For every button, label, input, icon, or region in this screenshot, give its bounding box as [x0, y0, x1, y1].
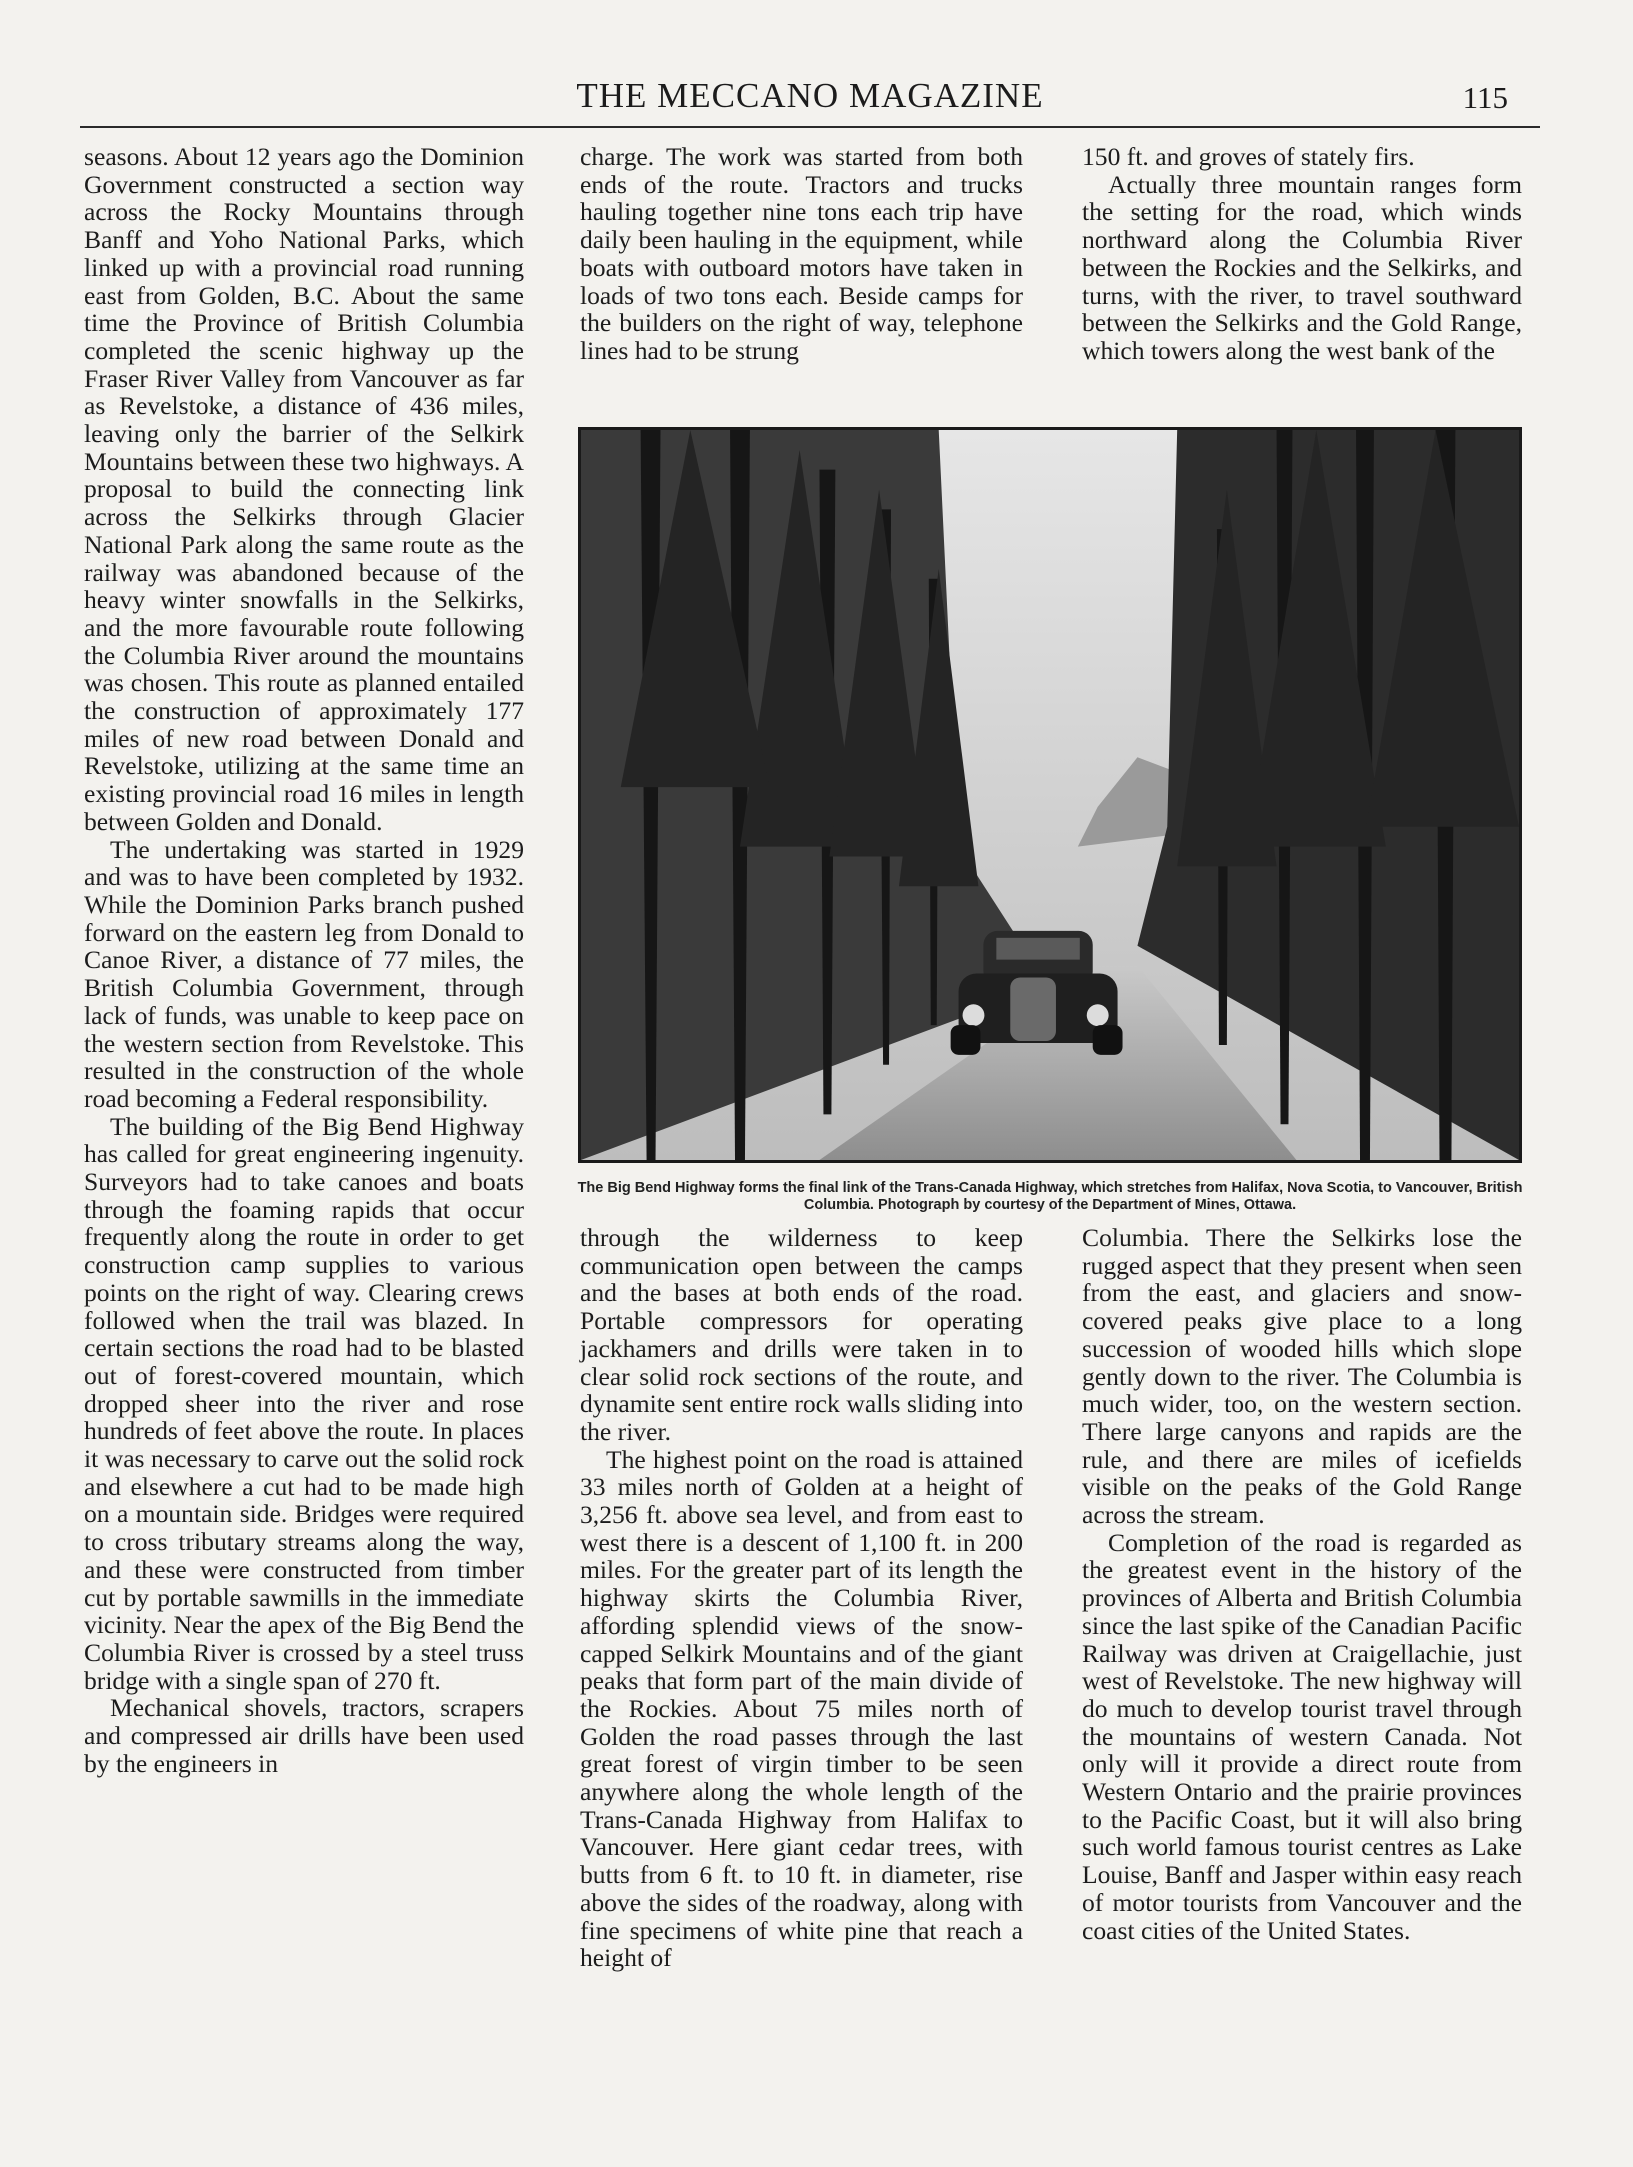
paragraph: Mechanical shovels, tractors, scrapers and compressed air drills have been used by the engineers in — [84, 1693, 524, 1778]
paragraph: The building of the Big Bend Highway has called for great engineering ingenuity. Surveyors had to take canoes and boats through the foaming rapids that occur frequently along the route in order to get construction camp supplies to various points on the right of way. Clearing crews followed when the trail was blazed. In certain sections the road had to be blasted out of forest-covered mountain, which dropped sheer into the river and rose hundreds of feet above the route. In places it was necessary to carve out the solid rock and elsewhere a cut had to be made high on a mountain side. Bridges were required to cross tributary streams along the way, and these were constructed from timber cut by portable sawmills in the immediate vicinity. Near the apex of the Big Bend the Columbia River is crossed by a steel truss bridge with a single span of 270 ft. — [84, 1111, 524, 1695]
paragraph: seasons. About 12 years ago the Dominion Government constructed a section way across the Rocky Mountains through Banff and Yoho National Parks, which linked up with a provincial road running east from Golden, B.C. About the same time the Province of British Columbia completed the scenic highway up the Fraser River Valley from Vancouver as far as Revelstoke, a distance of 436 miles, leaving only the barrier of the Selkirk Mountains between these two highways. A proposal to build the connecting link across the Selkirks through Glacier National Park along the same route as the railway was abandoned because of the heavy winter snowfalls in the Selkirks, and the more favourable route following the Columbia River around the mountains was chosen. This route as planned entailed the construction of approximately 177 miles of new road between Donald and Revelstoke, utilizing at the same time an existing provincial road 16 miles in length between Golden and Donald. — [84, 142, 524, 836]
page-number: 115 — [1462, 80, 1508, 115]
paragraph: through the wilderness to keep communication open between the camps and the bases at both ends of the road. Portable compressors for operating jackhamers and drills were taken in to clear solid rock sections of the route, and dynamite sent entire rock walls sliding into the river. — [580, 1223, 1023, 1446]
forest-road-photo — [581, 430, 1519, 1160]
paragraph: The highest point on the road is attained 33 miles north of Golden at a height of 3,256 ft. above sea level, and from east to west there is a descent of 1,100 ft. in 200 miles. For the greater part of its length the highway skirts the Columbia River, affording splendid views of the snow-capped Selkirk Mountains and of the giant peaks that form part of the main divide of the Rockies. About 75 miles north of Golden the road passes through the last great forest of virgin timber to be seen anywhere along the whole length of the Trans-Canada Highway from Halifax to Vancouver. Here giant cedar trees, with butts from 6 ft. to 10 ft. in diameter, rise above the sides of the roadway, along with fine specimens of white pine that reach a height of — [580, 1444, 1023, 1973]
text-column-3-top — [1082, 143, 1522, 365]
paragraph: The undertaking was started in 1929 and was to have been completed by 1932. While the Dominion Parks branch pushed forward on the eastern leg from Donald to Canoe River, a distance of 77 miles, the British Columbia Government, through lack of funds, was unable to keep pace on the western section from Revelstoke. This resulted in the construction of the whole road becoming a Federal responsibility. — [84, 834, 524, 1113]
text-column-2-bottom — [580, 1224, 1023, 1972]
paragraph: Actually three mountain ranges form the setting for the road, which winds northward along the Columbia River between the Rockies and the Selkirks, and turns, with the river, to travel southward between the Selkirks and the Gold Range, which towers along the west bank of the — [1082, 169, 1522, 365]
text-column-3-bottom — [1082, 1224, 1522, 1944]
paragraph: Columbia. There the Selkirks lose the rugged aspect that they present when seen from the east, and glaciers and snow-covered peaks give place to a long succession of wooded hills which slope gently down to the river. The Columbia is much wider, too, on the western section. There large canyons and rapids are the rule, and there are miles of icefields visible on the peaks of the Gold Range across the stream. — [1082, 1223, 1522, 1530]
text-column-2-top — [580, 143, 1023, 365]
text-column-1 — [84, 143, 524, 1777]
paragraph: Completion of the road is regarded as the greatest event in the history of the provinces of Alberta and British Columbia since the last spike of the Canadian Pacific Railway was driven at Craigellachie, just west of Revelstoke. The new highway will do much to develop tourist travel through the mountains of western Canada. Not only will it provide a direct route from Western Ontario and the prairie provinces to the Pacific Coast, but it will also bring such world famous tourist centres as Lake Louise, Banff and Jasper within easy reach of motor tourists from Vancouver and the coast cities of the United States. — [1082, 1527, 1522, 1945]
magazine-title: THE MECCANO MAGAZINE — [576, 76, 1044, 115]
paragraph: charge. The work was started from both ends of the route. Tractors and trucks hauling together nine tons each trip have daily been hauling in the equipment, while boats with outboard motors have taken in loads of two tons each. Beside camps for the builders on the right of way, telephone lines had to be strung — [580, 142, 1023, 365]
photo-caption: The Big Bend Highway forms the final link of the Trans-Canada Highway, which stretches from Halifax, Nova Scotia, to Vancouver, British Columbia. Photograph by courtesy of the Department of Mines, Ottawa. — [577, 1180, 1523, 1213]
page-header — [80, 76, 1540, 128]
paragraph: 150 ft. and groves of stately firs. — [1082, 142, 1415, 171]
highway-photograph — [578, 427, 1522, 1163]
